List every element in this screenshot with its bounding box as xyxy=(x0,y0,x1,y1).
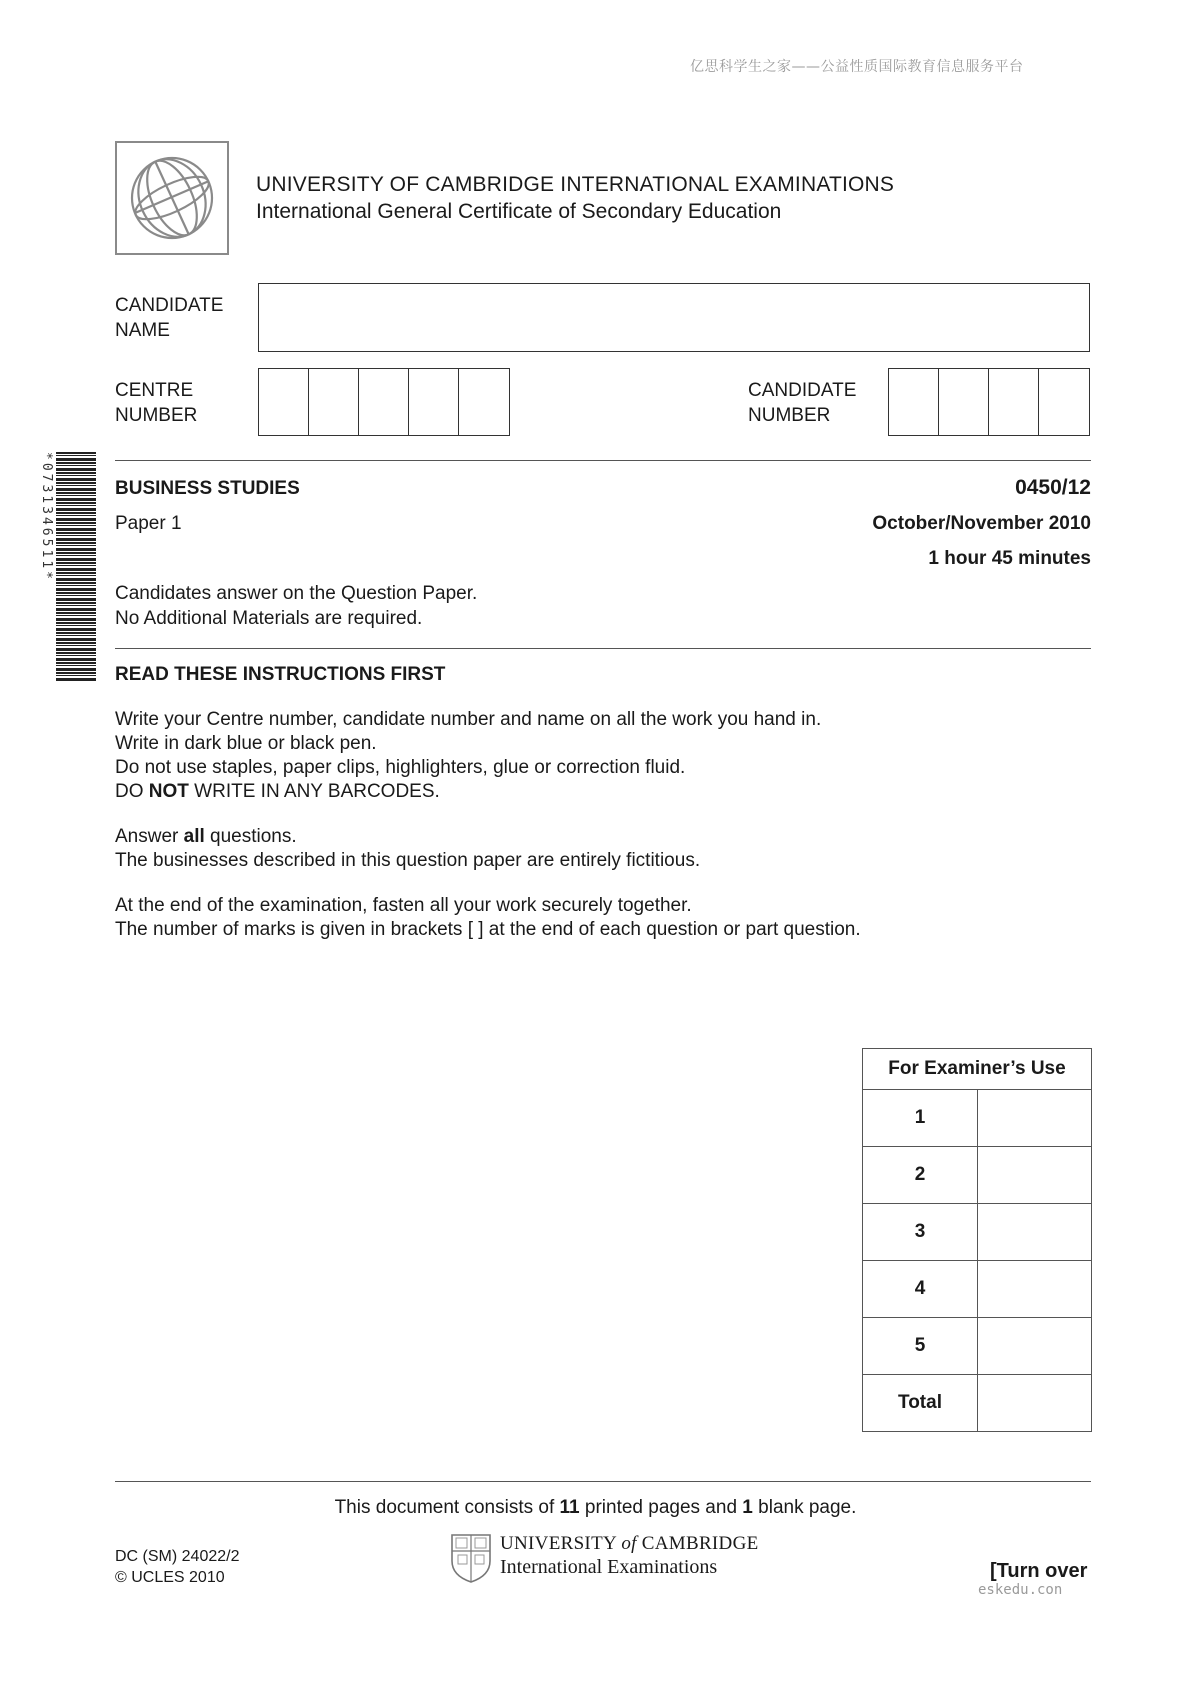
paper-code: 0450/12 xyxy=(1015,476,1091,499)
divider xyxy=(115,460,1091,461)
barcode xyxy=(34,452,98,682)
table-row: Total xyxy=(863,1375,1092,1432)
mark-cell xyxy=(978,1261,1092,1318)
exam-duration: 1 hour 45 minutes xyxy=(928,548,1091,569)
digit-box[interactable] xyxy=(309,369,359,435)
examiner-use-table xyxy=(862,1048,1092,1432)
turn-over-label: [Turn over xyxy=(990,1560,1088,1582)
instructions-list xyxy=(115,708,1075,942)
examiner-table-heading: For Examiner’s Use xyxy=(863,1049,1092,1090)
digit-box[interactable] xyxy=(1039,369,1089,435)
instruction-line: At the end of the examination, fasten all your work securely together. xyxy=(115,895,692,916)
candidate-number-label: CANDIDATE NUMBER xyxy=(748,380,857,426)
table-row: 5 xyxy=(863,1318,1092,1375)
materials-line-2: No Additional Materials are required. xyxy=(115,608,423,629)
mark-cell xyxy=(978,1090,1092,1147)
mark-cell xyxy=(978,1204,1092,1261)
paper-number: Paper 1 xyxy=(115,513,182,534)
digit-box[interactable] xyxy=(459,369,509,435)
page-count-note: This document consists of 11 printed pages and 1 blank page. xyxy=(334,1497,857,1518)
instruction-line: Do not use staples, paper clips, highlighters, glue or correction fluid. xyxy=(115,757,686,778)
digit-box[interactable] xyxy=(259,369,309,435)
subject-title: BUSINESS STUDIES xyxy=(115,478,300,499)
mark-cell xyxy=(978,1147,1092,1204)
mark-cell xyxy=(978,1318,1092,1375)
candidate-name-label: CANDIDATE NAME xyxy=(115,295,224,341)
table-row: 3 xyxy=(863,1204,1092,1261)
digit-box[interactable] xyxy=(989,369,1039,435)
barcode-bars xyxy=(56,452,96,682)
cambridge-shield-icon xyxy=(450,1533,492,1583)
instruction-line: The number of marks is given in brackets [ ] at the end of each question or part question. xyxy=(115,919,861,940)
digit-box[interactable] xyxy=(409,369,459,435)
watermark-top: 亿思科学生之家——公益性质国际教育信息服务平台 xyxy=(690,59,1024,75)
table-row: 2 xyxy=(863,1147,1092,1204)
globe-icon xyxy=(127,153,217,243)
document-reference: DC (SM) 24022/2 © UCLES 2010 xyxy=(115,1548,240,1586)
instruction-line: Write your Centre number, candidate number and name on all the work you hand in. xyxy=(115,709,822,730)
cambridge-logo-line-2: International Examinations xyxy=(500,1556,718,1578)
instruction-line: The businesses described in this question paper are entirely fictitious. xyxy=(115,850,701,871)
barcode-text: *0731346511* xyxy=(39,452,54,582)
exam-session: October/November 2010 xyxy=(872,513,1091,534)
cambridge-logo-line-1: UNIVERSITY of CAMBRIDGE xyxy=(500,1533,759,1554)
centre-number-label: CENTRE NUMBER xyxy=(115,380,198,426)
globe-logo xyxy=(115,141,229,255)
exam-board-title: UNIVERSITY OF CAMBRIDGE INTERNATIONAL EXAMINATIONS xyxy=(256,173,895,196)
candidate-name-field[interactable] xyxy=(258,283,1090,352)
watermark-bottom: eskedu.con xyxy=(978,1582,1063,1598)
materials-line-1: Candidates answer on the Question Paper. xyxy=(115,583,478,604)
instruction-line: Answer all questions. xyxy=(115,826,297,847)
divider xyxy=(115,1481,1091,1482)
divider xyxy=(115,648,1091,649)
digit-box[interactable] xyxy=(889,369,939,435)
qualification-title: International General Certificate of Secondary Education xyxy=(256,200,782,223)
instruction-line: Write in dark blue or black pen. xyxy=(115,733,377,754)
centre-number-field[interactable] xyxy=(258,368,510,436)
digit-box[interactable] xyxy=(359,369,409,435)
table-row: 1 xyxy=(863,1090,1092,1147)
mark-cell xyxy=(978,1375,1092,1432)
candidate-number-field[interactable] xyxy=(888,368,1090,436)
instructions-heading: READ THESE INSTRUCTIONS FIRST xyxy=(115,664,446,685)
table-row: 4 xyxy=(863,1261,1092,1318)
digit-box[interactable] xyxy=(939,369,989,435)
instruction-line: DO NOT WRITE IN ANY BARCODES. xyxy=(115,781,440,802)
